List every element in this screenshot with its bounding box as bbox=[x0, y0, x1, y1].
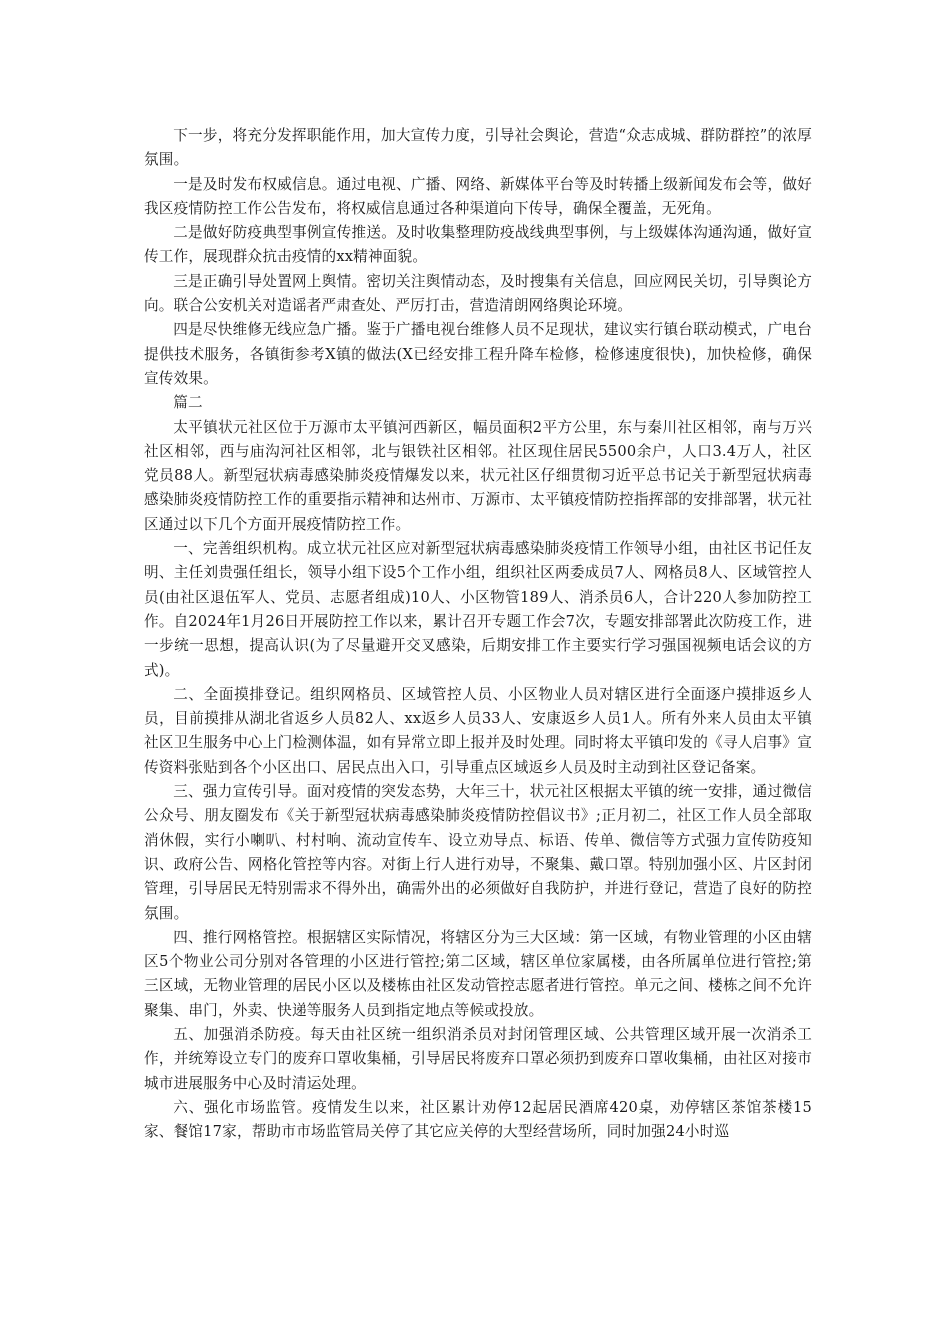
paragraph-market-supervision: 六、强化市场监管。疫情发生以来，社区累计劝停12起居民酒席420桌，劝停辖区茶馆茶楼15家、餐馆17家，帮助市市场监管局关停了其它应关停的大型经营场所，同时加强24小时巡 bbox=[144, 1098, 812, 1141]
paragraph-registration: 二、全面摸排登记。组织网格员、区域管控人员、小区物业人员对辖区进行全面逐户摸排返乡人员，目前摸排从湖北省返乡人员82人、xx返乡人员33人、安康返乡人员1人。所有外来人员由太平镇社区卫生服务中心上门检测体温，如有异常立即上报并及时处理。同时将太平镇印发的《寻人启事》宣传资料张贴到各个小区出口、居民点出入口，引导重点区域返乡人员及时主动到社区登记备案。 bbox=[144, 685, 812, 776]
document-body bbox=[144, 124, 812, 1144]
paragraph-point-one: 一是及时发布权威信息。通过电视、广播、网络、新媒体平台等及时转播上级新闻发布会等，做好我区疫情防控工作公告发布，将权威信息通过各种渠道向下传导，确保全覆盖，无死角。 bbox=[144, 175, 812, 217]
paragraph-point-two: 二是做好防疫典型事例宣传推送。及时收集整理防疫战线典型事例，与上级媒体沟通沟通，做好宣传工作，展现群众抗击疫情的xx精神面貌。 bbox=[144, 224, 812, 266]
paragraph-grid-control: 四、推行网格管控。根据辖区实际情况，将辖区分为三大区域：第一区域，有物业管理的小区由辖区5个物业公司分别对各管理的小区进行管控;第二区域，辖区单位家属楼，由各所属单位进行管控;第三区域，无物业管理的居民小区以及楼栋由社区发动管控志愿者进行管控。单元之间、楼栋之间不允许聚集、串门，外卖、快递等服务人员到指定地点等候或投放。 bbox=[144, 928, 812, 1019]
paragraph-publicity: 三、强力宣传引导。面对疫情的突发态势，大年三十，状元社区根据太平镇的统一安排，通过微信公众号、朋友圈发布《关于新型冠状病毒感染肺炎疫情防控倡议书》;正月初二，社区工作人员全部取消休假，实行小喇叭、村村响、流动宣传车、设立劝导点、标语、传单、微信等方式强力宣传防疫知识、政府公告、网格化管控等内容。对街上行人进行劝导，不聚集、戴口罩。特别加强小区、片区封闭管理，引导居民无特别需求不得外出，确需外出的必须做好自我防护，并进行登记，营造了良好的防控氛围。 bbox=[144, 783, 812, 922]
paragraph-community-intro: 太平镇状元社区位于万源市太平镇河西新区，幅员面积2平方公里，东与秦川社区相邻，南与万兴社区相邻，西与庙沟河社区相邻，北与银铁社区相邻。社区现住居民5500余户，人口3.4万人，社区党员88人。新型冠状病毒感染肺炎疫情爆发以来，状元社区仔细贯彻习近平总书记关于新型冠状病毒感染肺炎疫情防控工作的重要指示精神和达州市、万源市、太平镇疫情防控指挥部的安排部署，状元社区通过以下几个方面开展疫情防控工作。 bbox=[144, 418, 812, 533]
section-heading: 篇二 bbox=[173, 394, 203, 412]
paragraph-point-four: 四是尽快维修无线应急广播。鉴于广播电视台维修人员不足现状，建议实行镇台联动模式，广电台提供技术服务，各镇街参考X镇的做法(X已经安排工程升降车检修，检修速度很快)，加快检修，确保宣传效果。 bbox=[144, 321, 812, 387]
paragraph-organization: 一、完善组织机构。成立状元社区应对新型冠状病毒感染肺炎疫情工作领导小组，由社区书记任友明、主任刘贵强任组长，领导小组下设5个工作小组，组织社区两委成员7人、网格员8人、区域管控人员(由社区退伍军人、党员、志愿者组成)10人、小区物管189人、消杀员6人，合计220人参加防控工作。自2024年1月26日开展防控工作以来，累计召开专题工作会7次，专题安排部署此次防疫工作，进一步统一思想，提高认识(为了尽量避开交叉感染，后期安排工作主要实行学习强国视频电话会议的方式)。 bbox=[144, 540, 812, 679]
paragraph-disinfection: 五、加强消杀防疫。每天由社区统一组织消杀员对封闭管理区域、公共管理区域开展一次消杀工作，并统筹设立专门的废弃口罩收集桶，引导居民将废弃口罩必须扔到废弃口罩收集桶，由社区对接市城市进展服务中心及时清运处理。 bbox=[144, 1025, 812, 1092]
paragraph-next-steps: 下一步，将充分发挥职能作用，加大宣传力度，引导社会舆论，营造“众志成城、群防群控”的浓厚氛围。 bbox=[144, 127, 812, 169]
paragraph-point-three: 三是正确引导处置网上舆情。密切关注舆情动态，及时搜集有关信息，回应网民关切，引导舆论方向。联合公安机关对造谣者严肃查处、严厉打击，营造清朗网络舆论环境。 bbox=[144, 272, 812, 315]
